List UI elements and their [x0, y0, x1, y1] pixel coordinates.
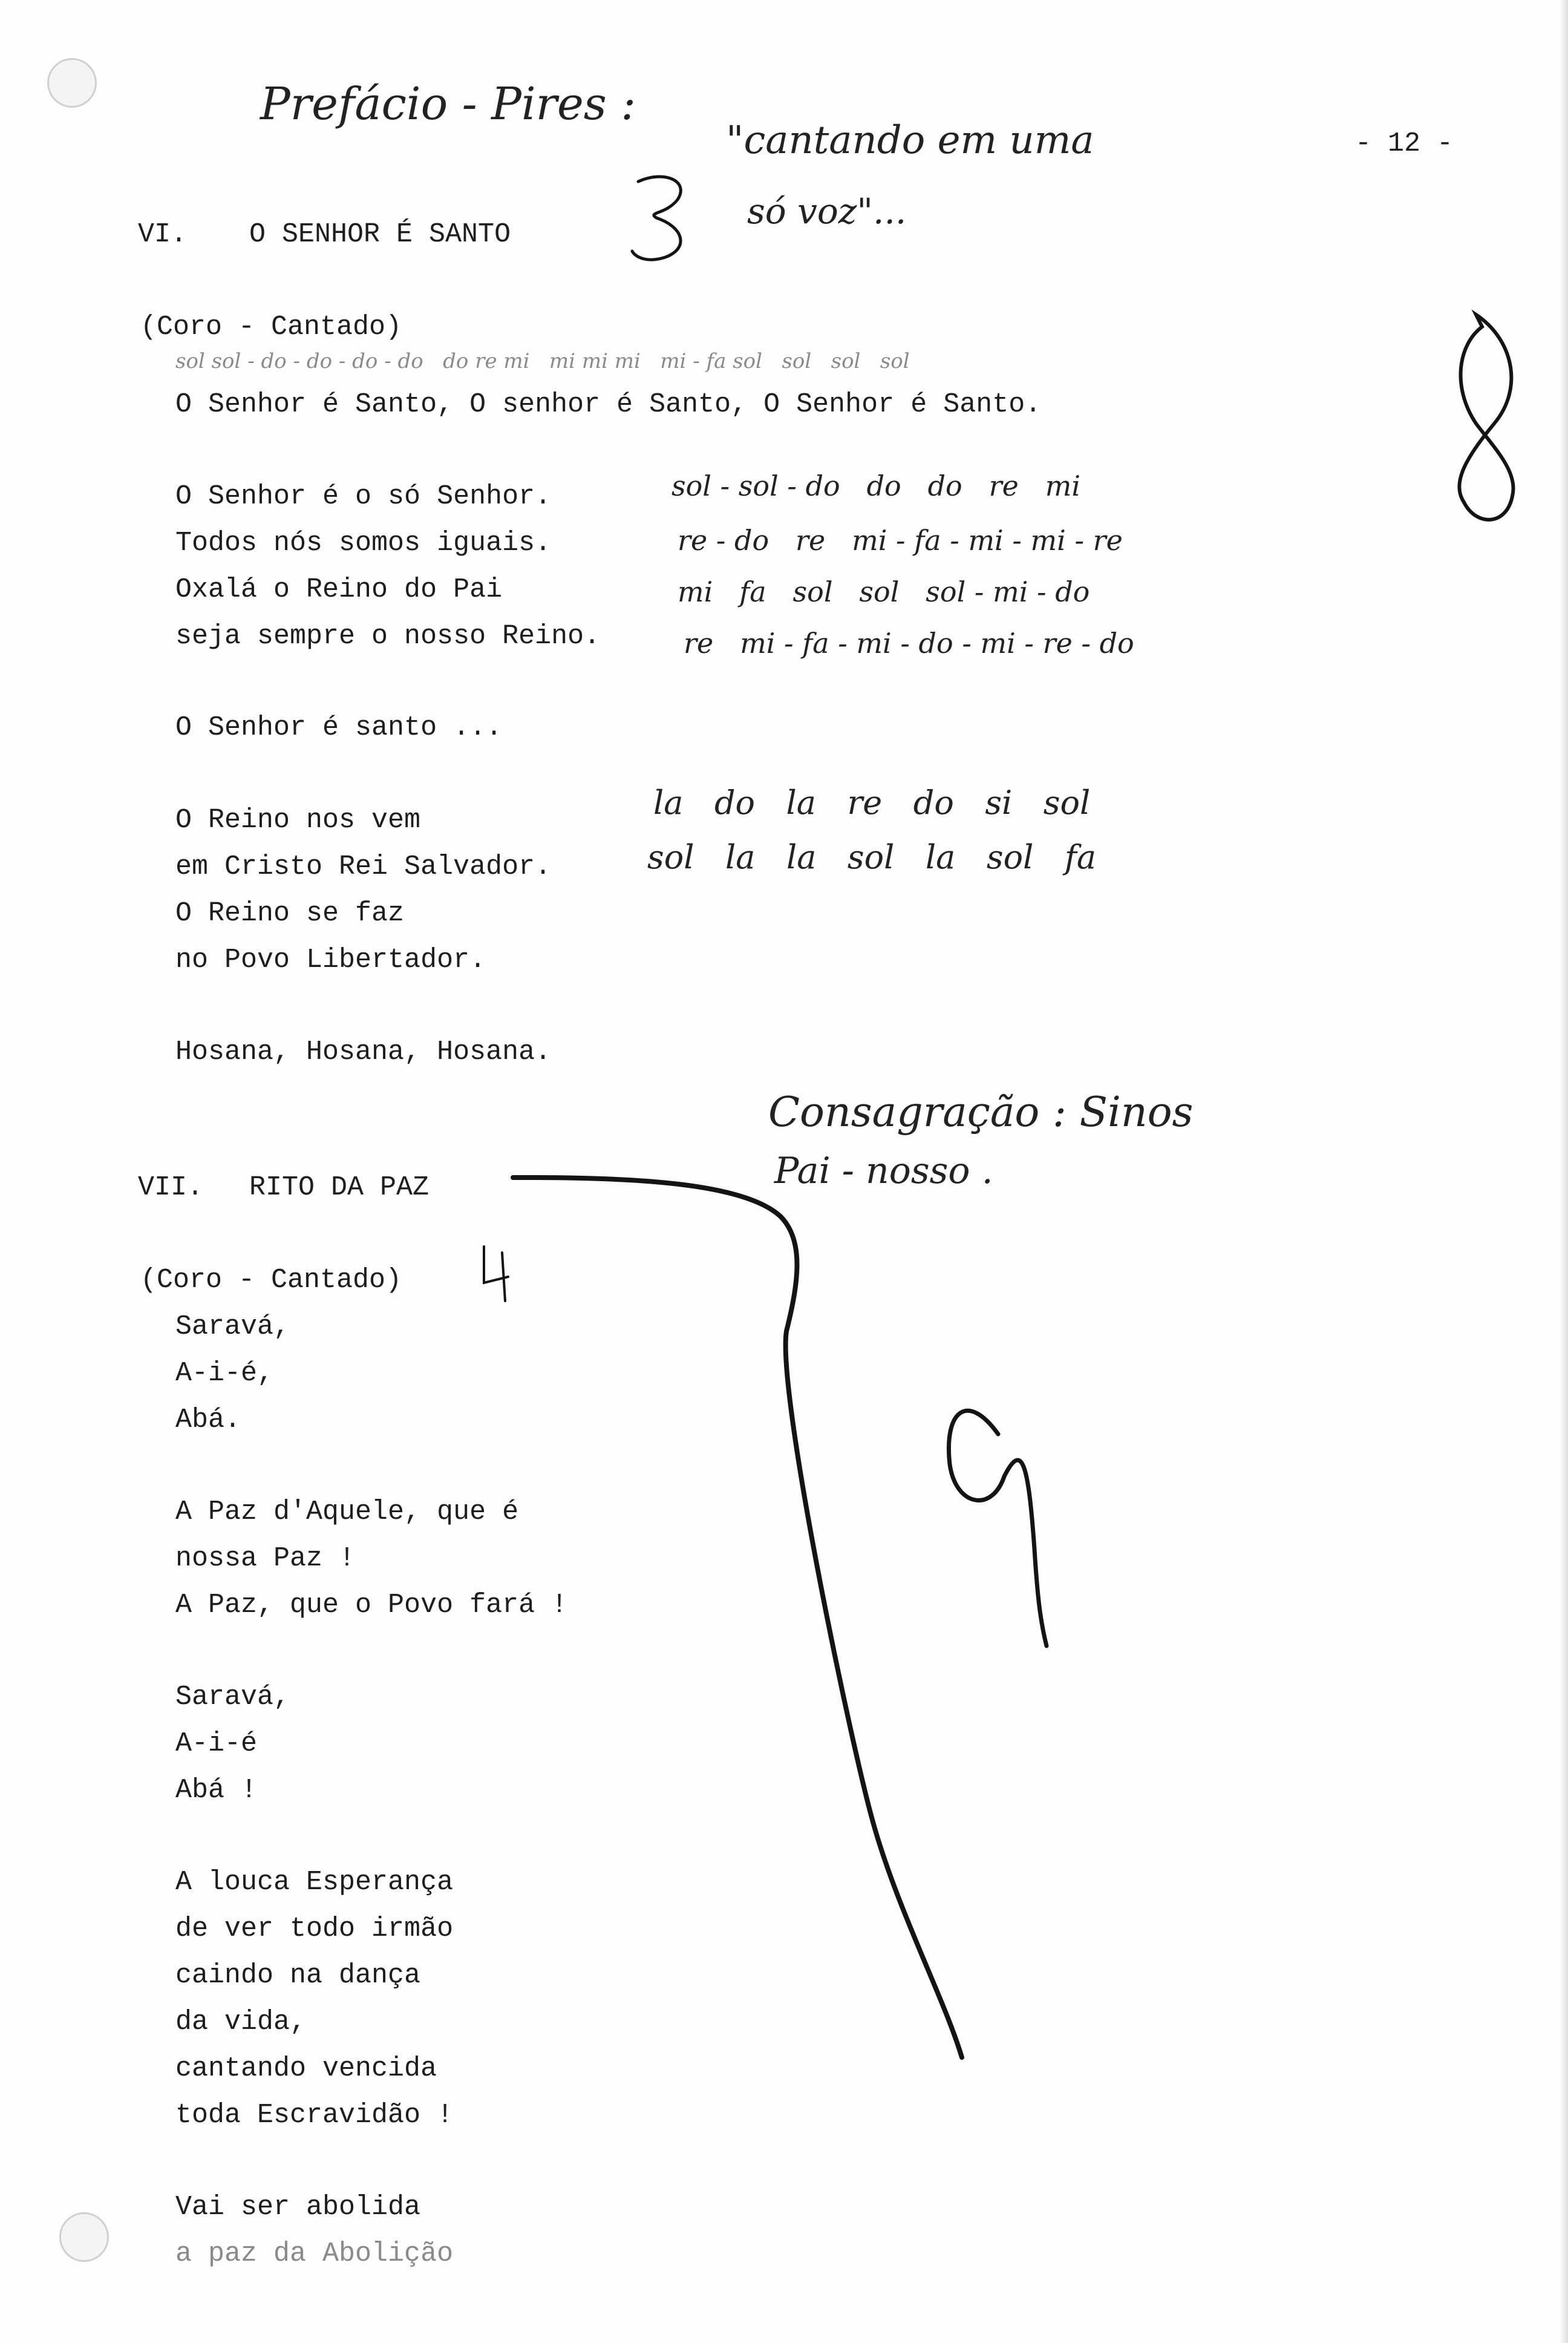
- section-vii-title: RITO DA PAZ: [249, 1172, 430, 1203]
- section-vii-number: VII.: [138, 1172, 204, 1203]
- section-vi-line-1: O Senhor é Santo, O senhor é Santo, O Senhor é Santo.: [175, 389, 1042, 420]
- nine-mark: [949, 1411, 1047, 1646]
- section-vii-stanza-2-line-1: A Paz d'Aquele, que é: [175, 1496, 519, 1527]
- solfege-notes-line-2: sol - sol - do do do re mi: [671, 470, 1081, 502]
- solfege-notes-line-3: re - do re mi - fa - mi - mi - re: [678, 524, 1123, 557]
- section-vi-stanza-2-line-3: O Reino se faz: [175, 898, 405, 929]
- solfege-notes-line-1: sol sol - do - do - do - do do re mi mi mi mi mi - fa sol sol sol sol: [175, 349, 910, 373]
- section-vii-stanza-2-line-2: nossa Paz !: [175, 1543, 356, 1574]
- section-vi-stanza-2-line-2: em Cristo Rei Salvador.: [175, 851, 552, 882]
- section-vii-stanza-1-line-1: Saravá,: [175, 1311, 290, 1342]
- section-vii-stanza-4-line-3: caindo na dança: [175, 1960, 421, 1991]
- section-vii-stanza-3-line-1: Saravá,: [175, 1682, 290, 1712]
- section-vii-stanza-1-line-3: Abá.: [175, 1404, 241, 1435]
- section-vii-stanza-4-line-5: cantando vencida: [175, 2053, 437, 2084]
- section-vi-title: O SENHOR É SANTO: [249, 219, 511, 250]
- solfege-notes-line-4: mi fa sol sol sol - mi - do: [678, 575, 1090, 608]
- bracket-line: [513, 1178, 962, 2057]
- section-vii-stanza-1-line-2: A-i-é,: [175, 1358, 274, 1389]
- section-vii-stanza-4-line-4: da vida,: [175, 2007, 307, 2037]
- handwritten-quote-line-2: só voz"...: [747, 191, 907, 232]
- three-mark: [632, 177, 681, 260]
- section-vi-stanza-1-line-4: seja sempre o nosso Reino.: [175, 621, 601, 652]
- solfege-notes-line-6: la do la re do si sol: [653, 784, 1091, 822]
- handwritten-consagracao-line-1: Consagração : Sinos: [768, 1089, 1194, 1136]
- solfege-notes-line-7: sol la la sol la sol fa: [647, 838, 1097, 876]
- handwritten-header-note: Prefácio - Pires :: [260, 78, 636, 130]
- section-vi-hosana: Hosana, Hosana, Hosana.: [175, 1037, 552, 1067]
- section-vii-stanza-4-line-6: toda Escravidão !: [175, 2100, 454, 2131]
- section-vi-stanza-2-line-1: O Reino nos vem: [175, 805, 421, 836]
- eight-mark: [1459, 315, 1513, 520]
- section-vi-stanza-2-line-4: no Povo Libertador.: [175, 945, 486, 975]
- page-number: - 12 -: [1355, 128, 1454, 159]
- section-vii-stanza-3-line-2: A-i-é: [175, 1728, 258, 1759]
- section-vi-chorus-label: (Coro - Cantado): [140, 312, 402, 342]
- section-vi-stanza-1-line-1: O Senhor é o só Senhor.: [175, 481, 552, 512]
- handwritten-consagracao-line-2: Pai - nosso .: [774, 1150, 993, 1192]
- section-vii-stanza-4-line-1: A louca Esperança: [175, 1867, 454, 1898]
- section-vii-stanza-5-line-2: a paz da Abolição: [175, 2238, 454, 2269]
- section-vii-stanza-4-line-2: de ver todo irmão: [175, 1913, 454, 1944]
- section-vi-stanza-1-line-3: Oxalá o Reino do Pai: [175, 574, 503, 605]
- section-vii-stanza-5-line-1: Vai ser abolida: [175, 2192, 421, 2223]
- section-vii-chorus-label: (Coro - Cantado): [140, 1265, 402, 1296]
- section-vi-refrain: O Senhor é santo ...: [175, 712, 503, 743]
- section-vii-stanza-2-line-3: A Paz, que o Povo fará !: [175, 1590, 568, 1620]
- four-mark: [484, 1247, 508, 1301]
- solfege-notes-line-5: re mi - fa - mi - do - mi - re - do: [684, 627, 1134, 660]
- section-vi-stanza-1-line-2: Todos nós somos iguais.: [175, 528, 552, 559]
- section-vi-number: VI.: [138, 219, 188, 250]
- section-vii-stanza-3-line-3: Abá !: [175, 1775, 258, 1806]
- handwritten-quote-line-1: "cantando em uma: [726, 118, 1094, 163]
